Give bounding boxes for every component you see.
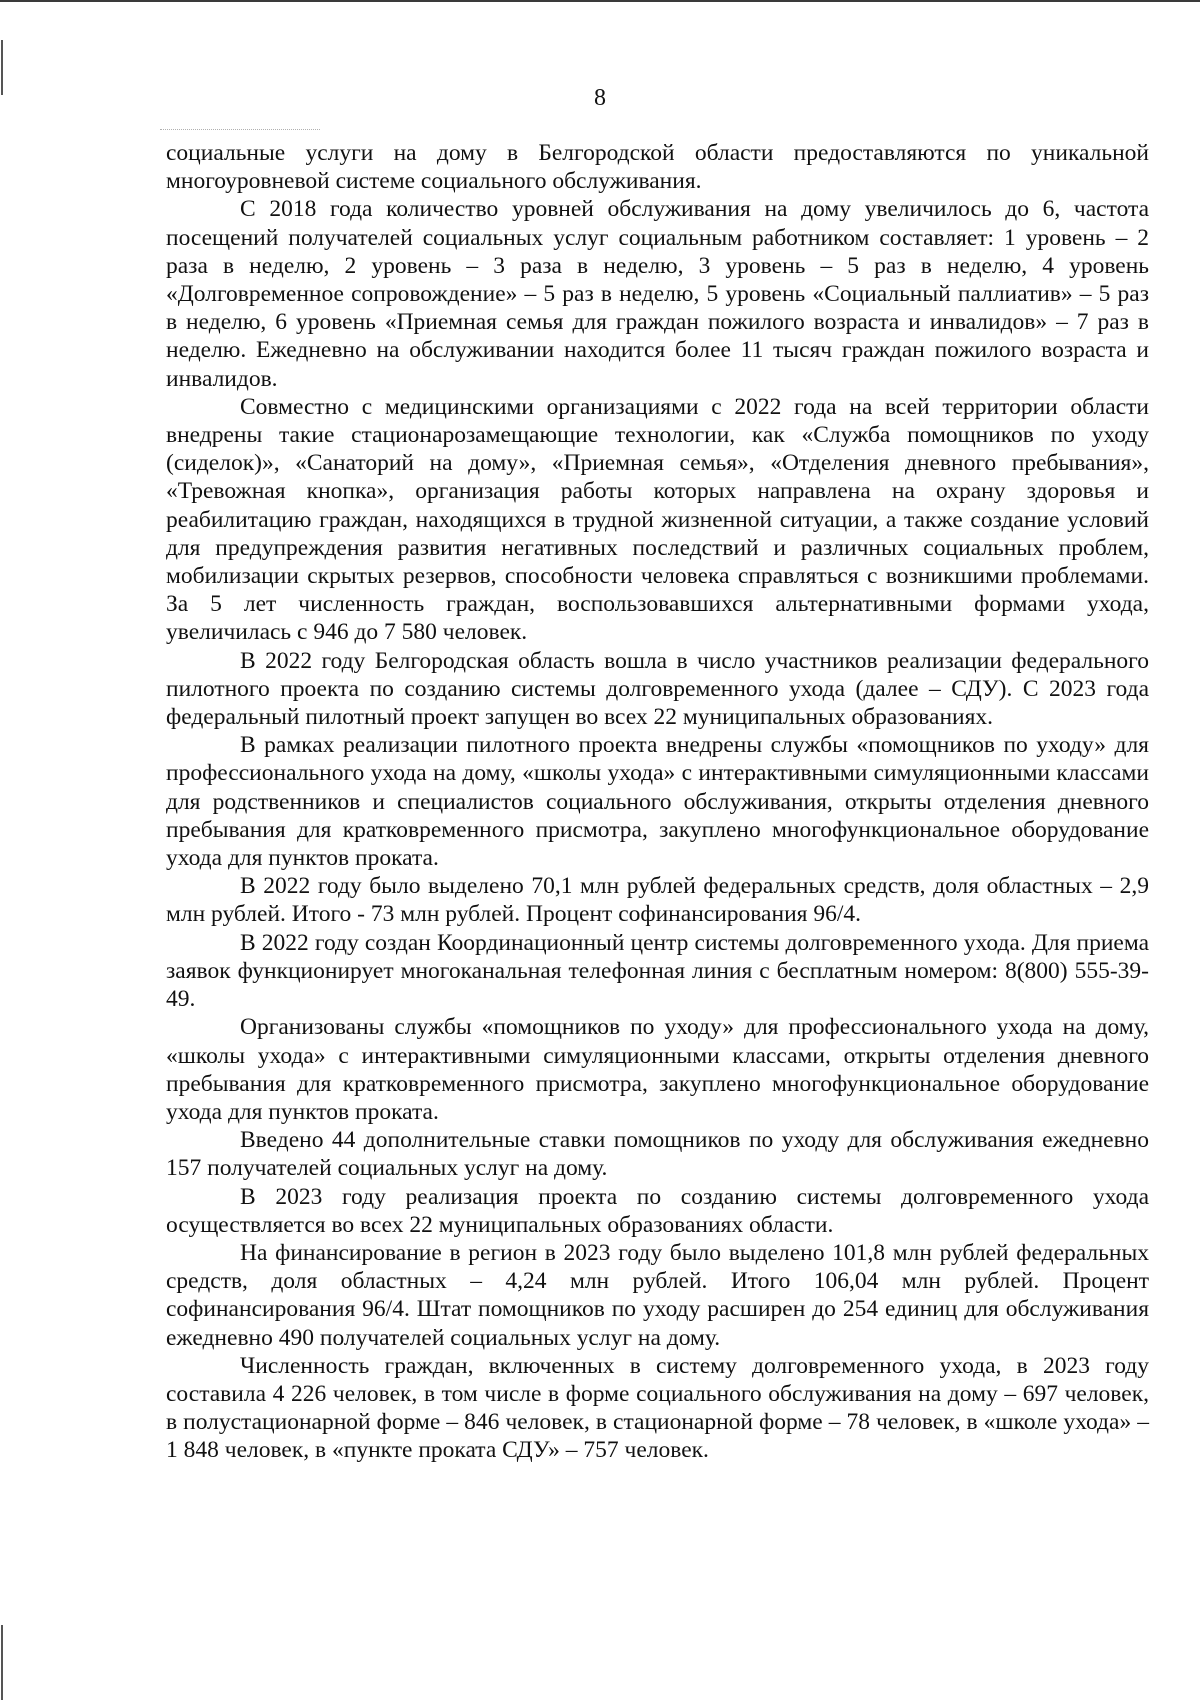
paragraph-12: Численность граждан, включенных в систему долговременного ухода, в 2023 году составила 4 226 человек, в том числе в форме социального обслуживания на дому – 697 человек, в полустационарной форме – 846 человек, в стационарной форме – 78 человек, в «школе ухода» – 1 848 человек, в «пункте проката СДУ» – 757 человек. [166,1352,1149,1464]
paragraph-9: Введено 44 дополнительные ставки помощников по уходу для обслуживания ежедневно 157 получателей социальных услуг на дому. [166,1127,1149,1182]
scan-edge-mark-lower [1,1625,3,1700]
paragraph-7: В 2022 году создан Координационный центр системы долговременного ухода. Для приема заявок функционирует многоканальная телефонная линия с бесплатным номером: 8(800) 555-39-49. [166,929,1149,1013]
paragraph-10: В 2023 году реализация проекта по созданию системы долговременного ухода осуществляется во всех 22 муниципальных образованиях области. [166,1183,1149,1238]
scan-edge-top [0,0,1200,2]
paragraph-6: В 2022 году было выделено 70,1 млн рублей федеральных средств, доля областных – 2,9 млн рублей. Итого - 73 млн рублей. Процент софинансирования 96/4. [166,873,1149,928]
paragraph-11: На финансирование в регион в 2023 году было выделено 101,8 млн рублей федеральных средств, доля областных – 4,24 млн рублей. Итого 106,04 млн рублей. Процент софинансирования 96/4. Штат помощников по уходу расширен до 254 единиц для обслуживания ежедневно 490 получателей социальных услуг на дому. [166,1239,1149,1351]
scan-artifact-line [160,129,320,131]
paragraph-2: С 2018 года количество уровней обслуживания на дому увеличилось до 6, частота посещений получателей социальных услуг социальным работником составляет: 1 уровень – 2 раза в неделю, 2 уровень – 3 раза в неделю, 3 уровень – 5 раз в неделю, 4 уровень «Долговременное сопровождение» – 5 раз в неделю, 5 уровень «Социальный паллиатив» – 5 раз в неделю, 6 уровень «Приемная семья для граждан пожилого возраста и инвалидов» – 7 раз в неделю. Ежедневно на обслуживании находится более 11 тысяч граждан пожилого возраста и инвалидов. [166,196,1149,392]
paragraph-5: В рамках реализации пилотного проекта внедрены службы «помощников по уходу» для профессионального ухода на дому, «школы ухода» с интерактивными симуляционными классами для родственников и специалистов социального обслуживания, открыты отделения дневного пребывания для кратковременного присмотра, закуплено многофункциональное оборудование ухода для пунктов проката. [166,732,1149,872]
page-number: 8 [594,85,606,111]
paragraph-3: Совместно с медицинскими организациями с 2022 года на всей территории области внедрены такие стационарозамещающие технологии, как «Служба помощников по уходу (сиделок)», «Санаторий на дому», «Приемная семья», «Отделения дневного пребывания», «Тревожная кнопка», организация работы которых направлена на охрану здоровья и реабилитацию граждан, находящихся в трудной жизненной ситуации, а также создание условий для предупреждения развития негативных последствий и различных социальных проблем, мобилизации скрытых резервов, способности человека справляться с возникшими проблемами. За 5 лет численность граждан, воспользовавшихся альтернативными формами ухода, увеличилась с 946 до 7 580 человек. [166,393,1149,646]
document-body [166,139,1149,1465]
paragraph-1: социальные услуги на дому в Белгородской области предоставляются по уникальной многоуровневой системе социального обслуживания. [166,140,1149,195]
paragraph-8: Организованы службы «помощников по уходу» для профессионального ухода на дому, «школы ухода» с интерактивными симуляционными классами, открыты отделения дневного пребывания для кратковременного присмотра, закуплено многофункциональное оборудование ухода для пунктов проката. [166,1014,1149,1125]
paragraph-4: В 2022 году Белгородская область вошла в число участников реализации федерального пилотного проекта по созданию системы долговременного ухода (далее – СДУ). С 2023 года федеральный пилотный проект запущен во всех 22 муниципальных образованиях. [166,647,1149,731]
